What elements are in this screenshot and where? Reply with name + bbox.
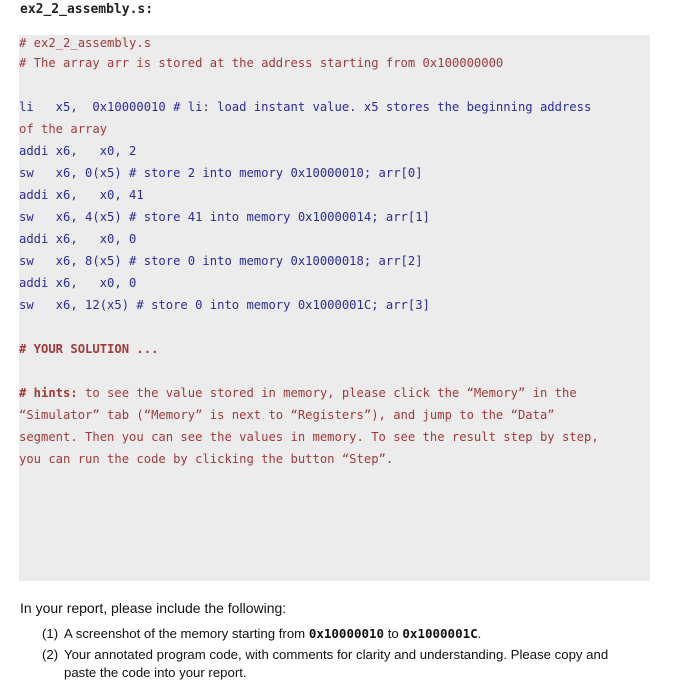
- report-item-2: [42, 646, 682, 682]
- code-comment-filename: # ex2_2_assembly.s: [19, 36, 152, 50]
- report-item-1-from: 0x10000010: [308, 626, 385, 641]
- report-item-1-mid: to: [384, 626, 403, 641]
- code-line-addi-4: addi x6, x0, 0: [19, 276, 137, 290]
- hints-label: # hints:: [19, 386, 78, 400]
- hints-text-1: to see the value stored in memory, please click the “Memory” in the: [77, 386, 577, 400]
- code-comment-array: # The array arr is stored at the address starting from 0x100000000: [19, 56, 504, 70]
- code-hints-line-2: “Simulator” tab (“Memory” is next to “Registers”), and jump to the “Data”: [19, 408, 555, 422]
- report-item-2-line-2: paste the code into your report.: [64, 665, 247, 680]
- code-line-addi-2: addi x6, x0, 41: [19, 188, 144, 202]
- code-solution-placeholder: # YOUR SOLUTION ...: [19, 342, 159, 356]
- report-item-2-number: (2): [42, 647, 59, 662]
- report-item-1-to: 0x1000001C: [402, 626, 478, 641]
- report-item-1-number: (1): [42, 626, 59, 641]
- code-line-sw-4: sw x6, 12(x5) # store 0 into memory 0x1000001C; arr[3]: [19, 298, 430, 312]
- code-line-addi-3: addi x6, x0, 0: [19, 232, 137, 246]
- code-line-sw-2: sw x6, 4(x5) # store 41 into memory 0x10000014; arr[1]: [19, 210, 430, 224]
- code-block: [19, 35, 650, 581]
- report-item-1: [42, 625, 672, 643]
- code-line-addi-1: addi x6, x0, 2: [19, 144, 137, 158]
- code-hints-line-1: [19, 385, 577, 401]
- code-line-li-cont: of the array: [19, 122, 108, 136]
- report-item-2-line-1: Your annotated program code, with comments for clarity and understanding. Please copy and: [64, 647, 609, 662]
- report-intro: In your report, please include the following:: [20, 600, 287, 616]
- report-item-1-end: .: [477, 626, 482, 641]
- code-line-sw-3: sw x6, 8(x5) # store 0 into memory 0x10000018; arr[2]: [19, 254, 423, 268]
- report-item-1-text: A screenshot of the memory starting from: [64, 626, 309, 641]
- code-hints-line-4: you can run the code by clicking the button “Step”.: [19, 452, 394, 466]
- code-line-sw-1: sw x6, 0(x5) # store 2 into memory 0x10000010; arr[0]: [19, 166, 423, 180]
- code-hints-line-3: segment. Then you can see the values in memory. To see the result step by step,: [19, 430, 599, 444]
- file-title: ex2_2_assembly.s:: [20, 2, 154, 17]
- code-line-li: li x5, 0x10000010 # li: load instant value. x5 stores the beginning address: [19, 100, 592, 114]
